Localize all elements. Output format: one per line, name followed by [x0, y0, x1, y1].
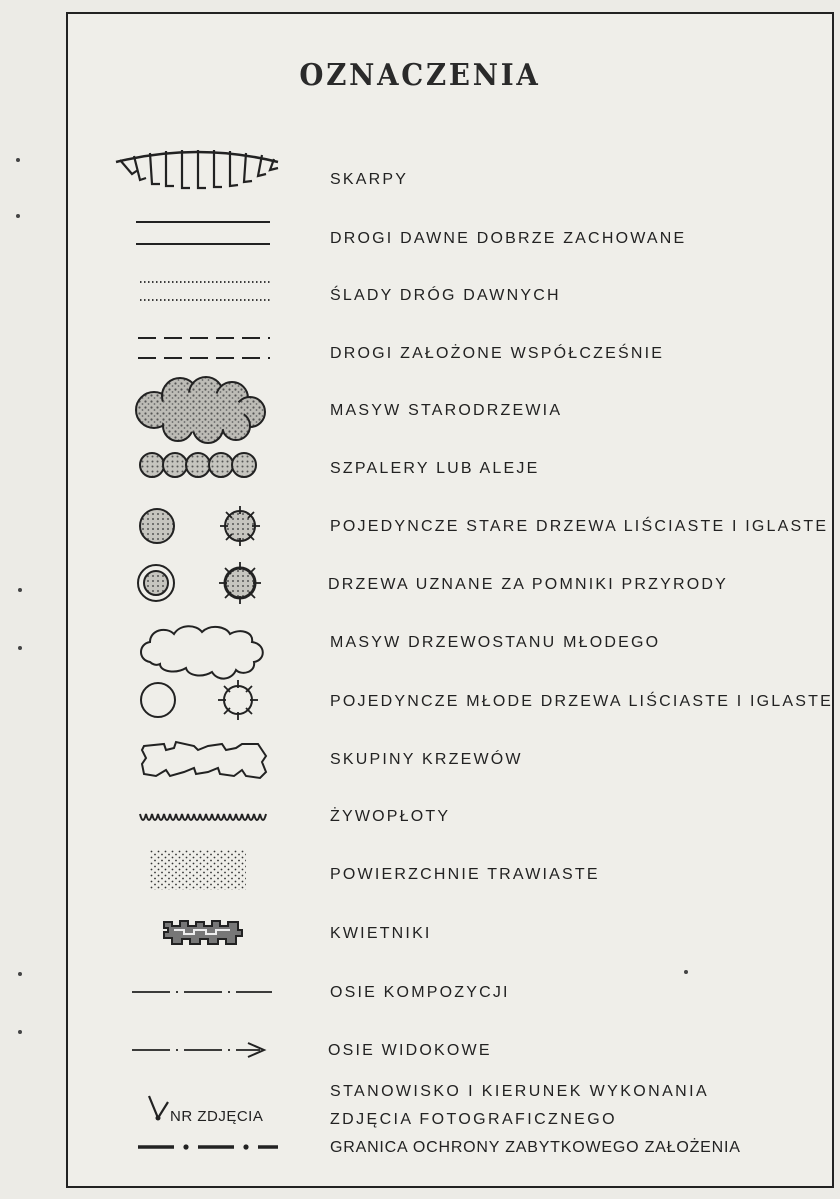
legend-label-zywoploty: ŻYWOPŁOTY	[330, 808, 451, 825]
skarpy-symbol	[112, 140, 282, 200]
chain-of-circles-symbol	[136, 450, 262, 480]
legend-label-zdjecia: ZDJĘCIA FOTOGRAFICZNEGO	[330, 1111, 617, 1128]
legend-label-stare-drzewa: POJEDYNCZE STARE DRZEWA LIŚCIASTE I IGLASTE	[330, 518, 829, 535]
margin-dot	[18, 1030, 22, 1034]
legend-label-granica: GRANICA OCHRONY ZABYTKOWEGO ZAŁOŻENIA	[330, 1139, 741, 1156]
legend-label-masyw-starodrzewia: MASYW STARODRZEWIA	[330, 402, 563, 419]
photo-number-label: NR ZDJĘCIA	[170, 1108, 264, 1125]
flowerbed-symbol	[160, 918, 244, 948]
legend-title: OZNACZENIA	[299, 58, 541, 93]
legend-label-kwietniki: KWIETNIKI	[330, 925, 432, 942]
stippled-cloud-symbol	[132, 376, 268, 446]
legend-label-szpalery: SZPALERY LUB ALEJE	[330, 460, 540, 477]
legend-label-trawiaste: POWIERZCHNIE TRAWIASTE	[330, 866, 600, 883]
margin-dot	[18, 972, 22, 976]
legend-label-skarpy: SKARPY	[330, 171, 409, 188]
legend-label-masyw-mlodego: MASYW DRZEWOSTANU MŁODEGO	[330, 634, 661, 651]
legend-label-pomniki: DRZEWA UZNANE ZA POMNIKI PRZYRODY	[328, 576, 729, 593]
shrub-outline-symbol	[138, 738, 272, 782]
margin-dot	[684, 970, 688, 974]
margin-dot	[16, 158, 20, 162]
protection-boundary-symbol	[138, 1140, 278, 1154]
legend-label-drogi-wspolczesne: DROGI ZAŁOŻONE WSPÓŁCZEŚNIE	[330, 345, 665, 362]
outline-tree-pair-symbol	[138, 678, 266, 722]
dotted-field-symbol	[150, 850, 246, 890]
outline-cloud-symbol	[136, 622, 270, 686]
margin-dot	[16, 214, 20, 218]
dash-dot-arrow-symbol	[132, 1040, 268, 1060]
monument-tree-pair-symbol	[136, 559, 266, 607]
double-line-symbol	[136, 218, 270, 248]
legend-label-drogi-dawne: DROGI DAWNE DOBRZE ZACHOWANE	[330, 230, 687, 247]
legend-label-osie-widokowe: OSIE WIDOKOWE	[328, 1042, 492, 1059]
dash-dot-line-symbol	[132, 986, 272, 998]
wavy-line-symbol	[138, 808, 270, 826]
double-dotted-line-symbol	[140, 278, 270, 304]
legend-label-mlode-drzewa: POJEDYNCZE MŁODE DRZEWA LIŚCIASTE I IGLASTE	[330, 693, 833, 710]
double-dashed-line-symbol	[138, 334, 270, 362]
stippled-tree-pair-symbol	[136, 502, 266, 550]
legend-label-osie-kompozycji: OSIE KOMPOZYCJI	[330, 984, 510, 1001]
photo-position-symbol	[146, 1094, 172, 1124]
margin-dot	[18, 588, 22, 592]
legend-label-slady-drog: ŚLADY DRÓG DAWNYCH	[330, 287, 561, 304]
legend-label-stanowisko: STANOWISKO I KIERUNEK WYKONANIA	[330, 1083, 710, 1100]
margin-dot	[18, 646, 22, 650]
legend-label-krzewy: SKUPINY KRZEWÓW	[330, 751, 523, 768]
